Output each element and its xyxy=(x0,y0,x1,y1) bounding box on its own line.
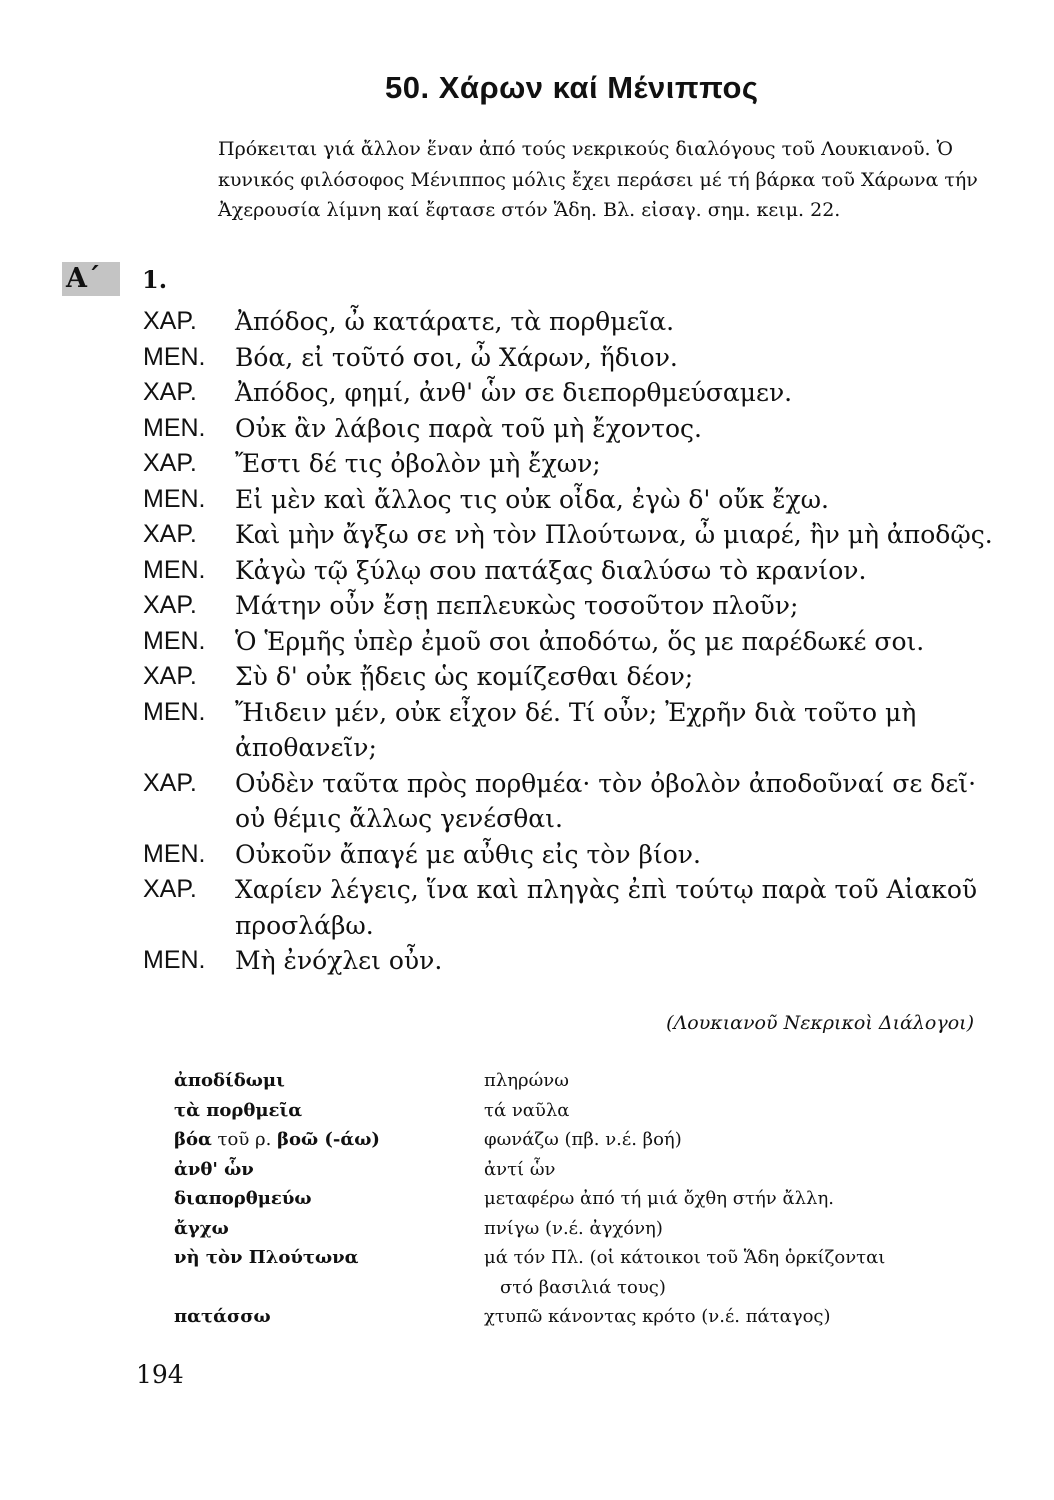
glossary-term: τὰ πορθμεῖα xyxy=(174,1099,303,1121)
dialogue-line xyxy=(143,695,1003,766)
speaker-label: ΧΑΡ. xyxy=(143,662,197,690)
speaker-label: ΜΕΝ. xyxy=(143,484,206,513)
speech-text: Ἀπόδος, φημί, ἀνθ' ὧν σε διεπορθμεύσαμεν. xyxy=(235,378,793,407)
dialogue-line xyxy=(143,553,1003,589)
page-number: 194 xyxy=(136,1360,184,1389)
speech-text: Σὺ δ' οὐκ ᾔδεις ὡς κομίζεσθαι δέον; xyxy=(235,662,694,691)
dialogue-line xyxy=(143,624,1003,660)
speaker-label: ΜΕΝ. xyxy=(143,839,206,868)
glossary-definition: μά τόν Πλ. (οἱ κάτοικοι τοῦ Ἅδη ὁρκίζονται στό βασιλιά τους) xyxy=(484,1247,886,1298)
speech-text: Εἰ μὲν καὶ ἄλλος τις οὐκ οἶδα, ἐγὼ δ' οὔκ ἔχω. xyxy=(235,484,829,514)
glossary-definition: χτυπῶ κάνοντας κρότο (ν.έ. πάταγος) xyxy=(484,1306,831,1327)
glossary-entry xyxy=(174,1302,1004,1332)
dialogue-line xyxy=(143,411,1003,447)
speech-text: Ὁ Ἑρμῆς ὑπὲρ ἐμοῦ σοι ἀποδότω, ὅς με παρέδωκέ σοι. xyxy=(235,626,925,656)
speaker-label: ΧΑΡ. xyxy=(143,875,197,903)
glossary-definition: πληρώνω xyxy=(484,1070,569,1091)
speaker-label: ΜΕΝ. xyxy=(143,342,206,371)
intro-paragraph: Πρόκειται γιά ἄλλον ἕναν ἀπό τούς νεκρικούς διαλόγους τοῦ Λουκιανοῦ. Ὁ κυνικός φιλόσοφος Μένιππος μόλις ἔχει περάσει μέ τή βάρκα τοῦ Χάρωνα τήν Ἀχερουσία λίμνη καί ἔφτασε στόν Ἅδη. Βλ. εἰσαγ. σημ. κειμ. 22. xyxy=(218,138,978,221)
dialogue-line xyxy=(143,943,1003,979)
glossary-definition: φωνάζω (πβ. ν.έ. βοή) xyxy=(484,1129,682,1150)
speech-text: Ἀπόδος, ὦ κατάρατε, τὰ πορθμεῖα. xyxy=(235,307,675,336)
speaker-label: ΜΕΝ. xyxy=(143,697,206,726)
dialogue-line xyxy=(143,872,1003,943)
speaker-label: ΧΑΡ. xyxy=(143,449,197,477)
glossary-term: διαπορθμεύω xyxy=(174,1188,312,1209)
dialogue-line xyxy=(143,340,1003,376)
glossary-definition: ἀντί ὧν xyxy=(484,1158,556,1180)
speech-text: Μάτην οὖν ἔσῃ πεπλευκὼς τοσοῦτον πλοῦν; xyxy=(235,591,799,620)
speaker-label: ΧΑΡ. xyxy=(143,378,197,406)
dialogue-line xyxy=(143,766,1003,837)
glossary-definition: μεταφέρω ἀπό τή μιά ὄχθη στήν ἄλλη. xyxy=(484,1188,834,1209)
speech-text: Ἤιδειν μέν, οὐκ εἶχον δέ. Τί οὖν; Ἐχρῆν διὰ τοῦτο μὴ ἀποθανεῖν; xyxy=(235,697,917,762)
glossary-term: βόα τοῦ ρ. βοῶ (-άω) xyxy=(174,1129,380,1150)
glossary-entry xyxy=(174,1066,1004,1096)
speech-text: Καὶ μὴν ἄγξω σε νὴ τὸν Πλούτωνα, ὦ μιαρέ, ἢν μὴ ἀποδῷς. xyxy=(235,520,993,549)
section-letter-marker: Α΄ xyxy=(62,262,120,296)
glossary-entry xyxy=(174,1184,1004,1214)
dialogue-line xyxy=(143,659,1003,695)
speech-text: Μὴ ἐνόχλει οὖν. xyxy=(235,946,443,975)
speech-text: Οὐκ ἂν λάβοις παρὰ τοῦ μὴ ἔχοντος. xyxy=(235,413,702,443)
glossary-entry xyxy=(174,1214,1004,1244)
dialogue-line xyxy=(143,517,1003,553)
speech-text: Κἀγὼ τῷ ξύλῳ σου πατάξας διαλύσω τὸ κρανίον. xyxy=(235,555,867,585)
glossary-term: νὴ τὸν Πλούτωνα xyxy=(174,1247,359,1268)
speaker-label: ΧΑΡ. xyxy=(143,520,197,548)
speaker-label: ΜΕΝ. xyxy=(143,413,206,442)
paragraph-number: 1. xyxy=(142,265,168,294)
speech-text: Βόα, εἰ τοῦτό σοι, ὦ Χάρων, ἥδιον. xyxy=(235,342,678,372)
dialogue-line xyxy=(143,588,1003,624)
glossary-entry xyxy=(174,1155,1004,1185)
glossary-entry xyxy=(174,1096,1004,1126)
glossary-term: ἀποδίδωμι xyxy=(174,1070,285,1091)
speaker-label: ΜΕΝ. xyxy=(143,946,206,974)
speaker-label: ΧΑΡ. xyxy=(143,591,197,619)
glossary-term: πατάσσω xyxy=(174,1306,271,1327)
dialogue-line xyxy=(143,446,1003,482)
glossary-term: ἀνθ' ὧν xyxy=(174,1158,254,1180)
dialogue-line xyxy=(143,482,1003,518)
dialogue-text xyxy=(143,304,1003,979)
glossary-term: ἄγχω xyxy=(174,1217,229,1239)
dialogue-line xyxy=(143,837,1003,873)
speaker-label: ΜΕΝ. xyxy=(143,555,206,584)
glossary-entry xyxy=(174,1125,1004,1155)
speech-text: Χαρίεν λέγεις, ἵνα καὶ πληγὰς ἐπὶ τούτῳ παρὰ τοῦ Αἰακοῦ προσλάβω. xyxy=(235,875,978,940)
glossary-definition: τά ναῦλα xyxy=(484,1099,570,1121)
speaker-label: ΧΑΡ. xyxy=(143,768,197,797)
dialogue-line xyxy=(143,375,1003,411)
glossary-entry xyxy=(174,1243,1004,1302)
dialogue-line xyxy=(143,304,1003,340)
page-title: 50. Χάρων καί Μένιππος xyxy=(385,70,759,105)
speech-text: Ἔστι δέ τις ὀβολὸν μὴ ἔχων; xyxy=(235,449,601,478)
speech-text: Οὐδὲν ταῦτα πρὸς πορθμέα· τὸν ὀβολὸν ἀποδοῦναί σε δεῖ· οὐ θέμις ἄλλως γενέσθαι. xyxy=(235,768,977,833)
speaker-label: ΜΕΝ. xyxy=(143,626,206,655)
glossary xyxy=(174,1066,1004,1332)
source-citation: (Λουκιανοῦ Νεκρικοὶ Διάλογοι) xyxy=(666,1012,974,1034)
glossary-definition: πνίγω (ν.έ. ἀγχόνη) xyxy=(484,1217,663,1239)
speaker-label: ΧΑΡ. xyxy=(143,307,197,335)
speech-text: Οὐκοῦν ἄπαγέ με αὖθις εἰς τὸν βίον. xyxy=(235,839,701,869)
